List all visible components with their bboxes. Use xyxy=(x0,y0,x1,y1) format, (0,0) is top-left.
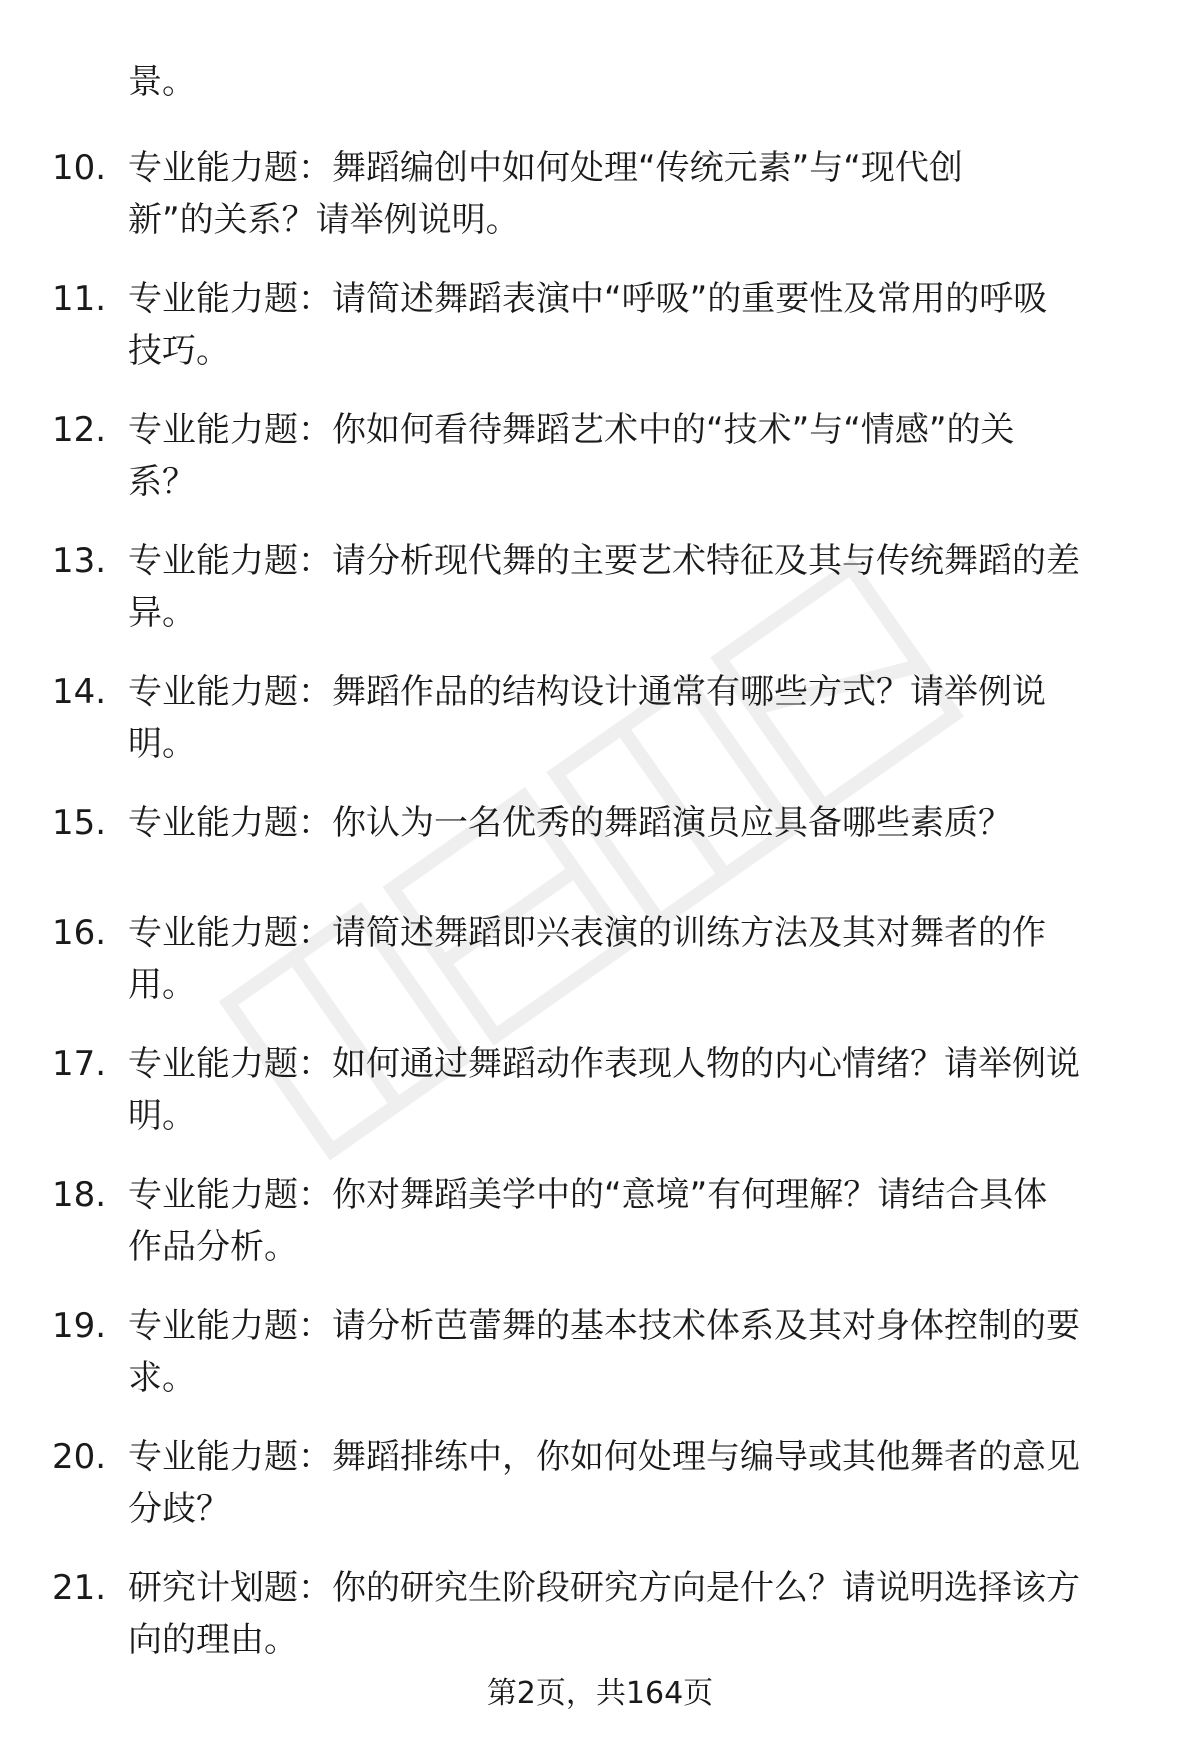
question-item xyxy=(0,1169,1200,1300)
question-text: 专业能力题：请简述舞蹈即兴表演的训练方法及其对舞者的作 用。 xyxy=(128,913,1046,1005)
question-text: 专业能力题：如何通过舞蹈动作表现人物的内心情绪？请举例说 明。 xyxy=(128,1044,1080,1136)
page-number-footer: 第2页，共164页 xyxy=(486,1676,714,1711)
question-text: 专业能力题：舞蹈编创中如何处理“传统元素”与“现代创 新”的关系？请举例说明。 xyxy=(128,148,963,240)
question-number: 12. xyxy=(52,410,107,450)
question-item xyxy=(0,535,1200,666)
question-item xyxy=(0,404,1200,535)
question-item xyxy=(0,666,1200,797)
question-item xyxy=(0,142,1200,273)
question-list xyxy=(0,142,1200,1693)
question-item xyxy=(0,797,1200,907)
question-text: 专业能力题：舞蹈排练中，你如何处理与编导或其他舞者的意见 分歧？ xyxy=(128,1437,1080,1529)
question-number: 15. xyxy=(52,803,107,843)
question-item xyxy=(0,1038,1200,1169)
question-text: 专业能力题：请分析现代舞的主要艺术特征及其与传统舞蹈的差 异。 xyxy=(128,541,1080,633)
question-text: 专业能力题：请简述舞蹈表演中“呼吸”的重要性及常用的呼吸 技巧。 xyxy=(128,279,1048,371)
continuation-text: 景。 xyxy=(128,62,196,102)
question-number: 18. xyxy=(52,1175,107,1215)
question-item xyxy=(0,907,1200,1038)
question-item xyxy=(0,273,1200,404)
question-text: 专业能力题：舞蹈作品的结构设计通常有哪些方式？请举例说 明。 xyxy=(128,672,1046,764)
question-number: 16. xyxy=(52,913,107,953)
question-number: 11. xyxy=(52,279,107,319)
question-item xyxy=(0,1431,1200,1562)
question-number: 20. xyxy=(52,1437,107,1477)
question-text: 专业能力题：请分析芭蕾舞的基本技术体系及其对身体控制的要 求。 xyxy=(128,1306,1080,1398)
question-number: 21. xyxy=(52,1568,107,1608)
question-number: 17. xyxy=(52,1044,107,1084)
question-number: 13. xyxy=(52,541,107,581)
question-number: 19. xyxy=(52,1306,107,1346)
question-number: 10. xyxy=(52,148,107,188)
question-text: 研究计划题：你的研究生阶段研究方向是什么？请说明选择该方 向的理由。 xyxy=(128,1568,1080,1660)
question-text: 专业能力题：你对舞蹈美学中的“意境”有何理解？请结合具体 作品分析。 xyxy=(128,1175,1048,1267)
question-text: 专业能力题：你认为一名优秀的舞蹈演员应具备哪些素质？ xyxy=(128,803,1012,843)
question-item xyxy=(0,1300,1200,1431)
question-number: 14. xyxy=(52,672,107,712)
question-text: 专业能力题：你如何看待舞蹈艺术中的“技术”与“情感”的关 系？ xyxy=(128,410,1015,502)
